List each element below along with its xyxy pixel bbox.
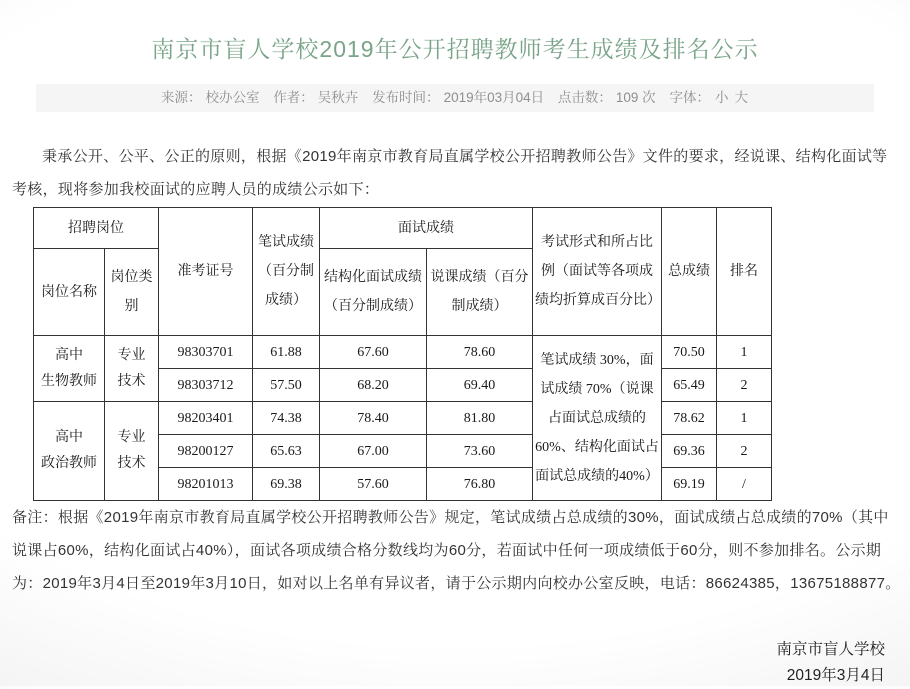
table-row	[34, 402, 772, 435]
author-label: 作者：	[273, 90, 314, 105]
total-score-cell: 69.36	[662, 435, 717, 468]
signature-org: 南京市盲人学校	[776, 641, 885, 658]
post-category-line2: 技术	[117, 456, 146, 471]
header-recruit-post: 招聘岗位	[34, 208, 159, 249]
post-name-line2: 生物教师	[41, 373, 97, 389]
written-score-cell: 65.63	[253, 435, 320, 468]
header-rank: 排名	[717, 208, 772, 336]
source-label: 来源：	[161, 90, 202, 105]
header-total-score: 总成绩	[662, 208, 717, 336]
signature-block	[776, 637, 885, 689]
post-category-line1: 专业	[117, 430, 146, 445]
results-table	[33, 207, 772, 501]
structured-score-cell: 67.00	[320, 435, 427, 468]
written-score-cell: 57.50	[253, 369, 320, 402]
written-score-cell: 61.88	[253, 336, 320, 369]
meta-bar	[36, 84, 874, 112]
header-exam-form: 考试形式和所占比例（面试等各项成绩均折算成百分比）	[533, 208, 662, 336]
post-name-line1: 高中	[55, 430, 83, 445]
header-interview-score: 面试成绩	[320, 208, 533, 249]
font-small-link[interactable]: 小	[714, 90, 729, 105]
header-structured-score: 结构化面试成绩（百分制成绩）	[320, 249, 427, 336]
post-name-line1: 高中	[55, 347, 83, 363]
publish-date-label: 发布时间：	[372, 90, 440, 105]
hits-label: 点击数：	[557, 90, 612, 105]
intro-paragraph: 秉承公开、公平、公正的原则，根据《2019年南京市教育局直属学校公开招聘教师公告》文件的要求，经说课、结构化面试等考核，现将参加我校面试的应聘人员的成绩公示如下：	[12, 148, 888, 198]
font-size-label: 字体：	[669, 90, 710, 105]
ticket-cell: 98303712	[159, 369, 253, 402]
lecture-score-cell: 69.40	[427, 369, 533, 402]
post-category-cell	[105, 336, 159, 402]
ticket-cell: 98203401	[159, 402, 253, 435]
structured-score-cell: 78.40	[320, 402, 427, 435]
post-name-cell	[34, 336, 105, 402]
source-value: 校办公室	[205, 90, 260, 105]
structured-score-cell: 57.60	[320, 468, 427, 501]
header-ticket-no: 准考证号	[159, 208, 253, 336]
post-category-line2: 技术	[117, 373, 146, 389]
rank-cell: 1	[717, 402, 772, 435]
structured-score-cell: 68.20	[320, 369, 427, 402]
ticket-cell: 98303701	[159, 336, 253, 369]
post-name-cell	[34, 402, 105, 501]
post-category-cell	[105, 402, 159, 501]
lecture-score-cell: 73.60	[427, 435, 533, 468]
ticket-cell: 98201013	[159, 468, 253, 501]
header-post-name: 岗位名称	[34, 249, 105, 336]
structured-score-cell: 67.60	[320, 336, 427, 369]
page-title: 南京市盲人学校2019年公开招聘教师考生成绩及排名公示	[151, 36, 759, 62]
ticket-cell: 98200127	[159, 435, 253, 468]
rank-cell: 2	[717, 435, 772, 468]
signature-date: 2019年3月4日	[786, 667, 885, 684]
total-score-cell: 69.19	[662, 468, 717, 501]
lecture-score-cell: 76.80	[427, 468, 533, 501]
written-score-cell: 69.38	[253, 468, 320, 501]
exam-form-note-cell: 笔试成绩 30%，面试成绩 70%（说课占面试总成绩的 60%、结构化面试占面试总成绩的40%）	[533, 336, 662, 501]
rank-cell: 1	[717, 336, 772, 369]
remark-paragraph: 备注：根据《2019年南京市教育局直属学校公开招聘教师公告》规定，笔试成绩占总成绩的30%，面试成绩占总成绩的70%（其中说课占60%，结构化面试占40%），面试各项成绩合格分数线均为60分，若面试中任何一项成绩低于60分，则不参加排名。公示期为：2019年3月4日至2019年3月10日，如对以上名单有异议者，请于公示期内向校办公室反映，电话：86624385，13675188877。	[12, 509, 901, 592]
header-lecture-score: 说课成绩（百分制成绩）	[427, 249, 533, 336]
table-row	[34, 336, 772, 369]
font-large-link[interactable]: 大	[734, 90, 748, 105]
rank-cell: /	[717, 468, 772, 501]
rank-cell: 2	[717, 369, 772, 402]
lecture-score-cell: 81.80	[427, 402, 533, 435]
post-name-line2: 政治教师	[41, 456, 97, 471]
post-category-line1: 专业	[117, 347, 146, 363]
written-score-cell: 74.38	[253, 402, 320, 435]
hits-value: 109 次	[615, 90, 656, 105]
lecture-score-cell: 78.60	[427, 336, 533, 369]
publish-date-value: 2019年03月04日	[443, 90, 545, 105]
total-score-cell: 70.50	[662, 336, 717, 369]
total-score-cell: 78.62	[662, 402, 717, 435]
header-post-category: 岗位类别	[105, 249, 159, 336]
header-written-score: 笔试成绩（百分制成绩）	[253, 208, 320, 336]
author-value: 吴秋卉	[317, 90, 359, 105]
total-score-cell: 65.49	[662, 369, 717, 402]
